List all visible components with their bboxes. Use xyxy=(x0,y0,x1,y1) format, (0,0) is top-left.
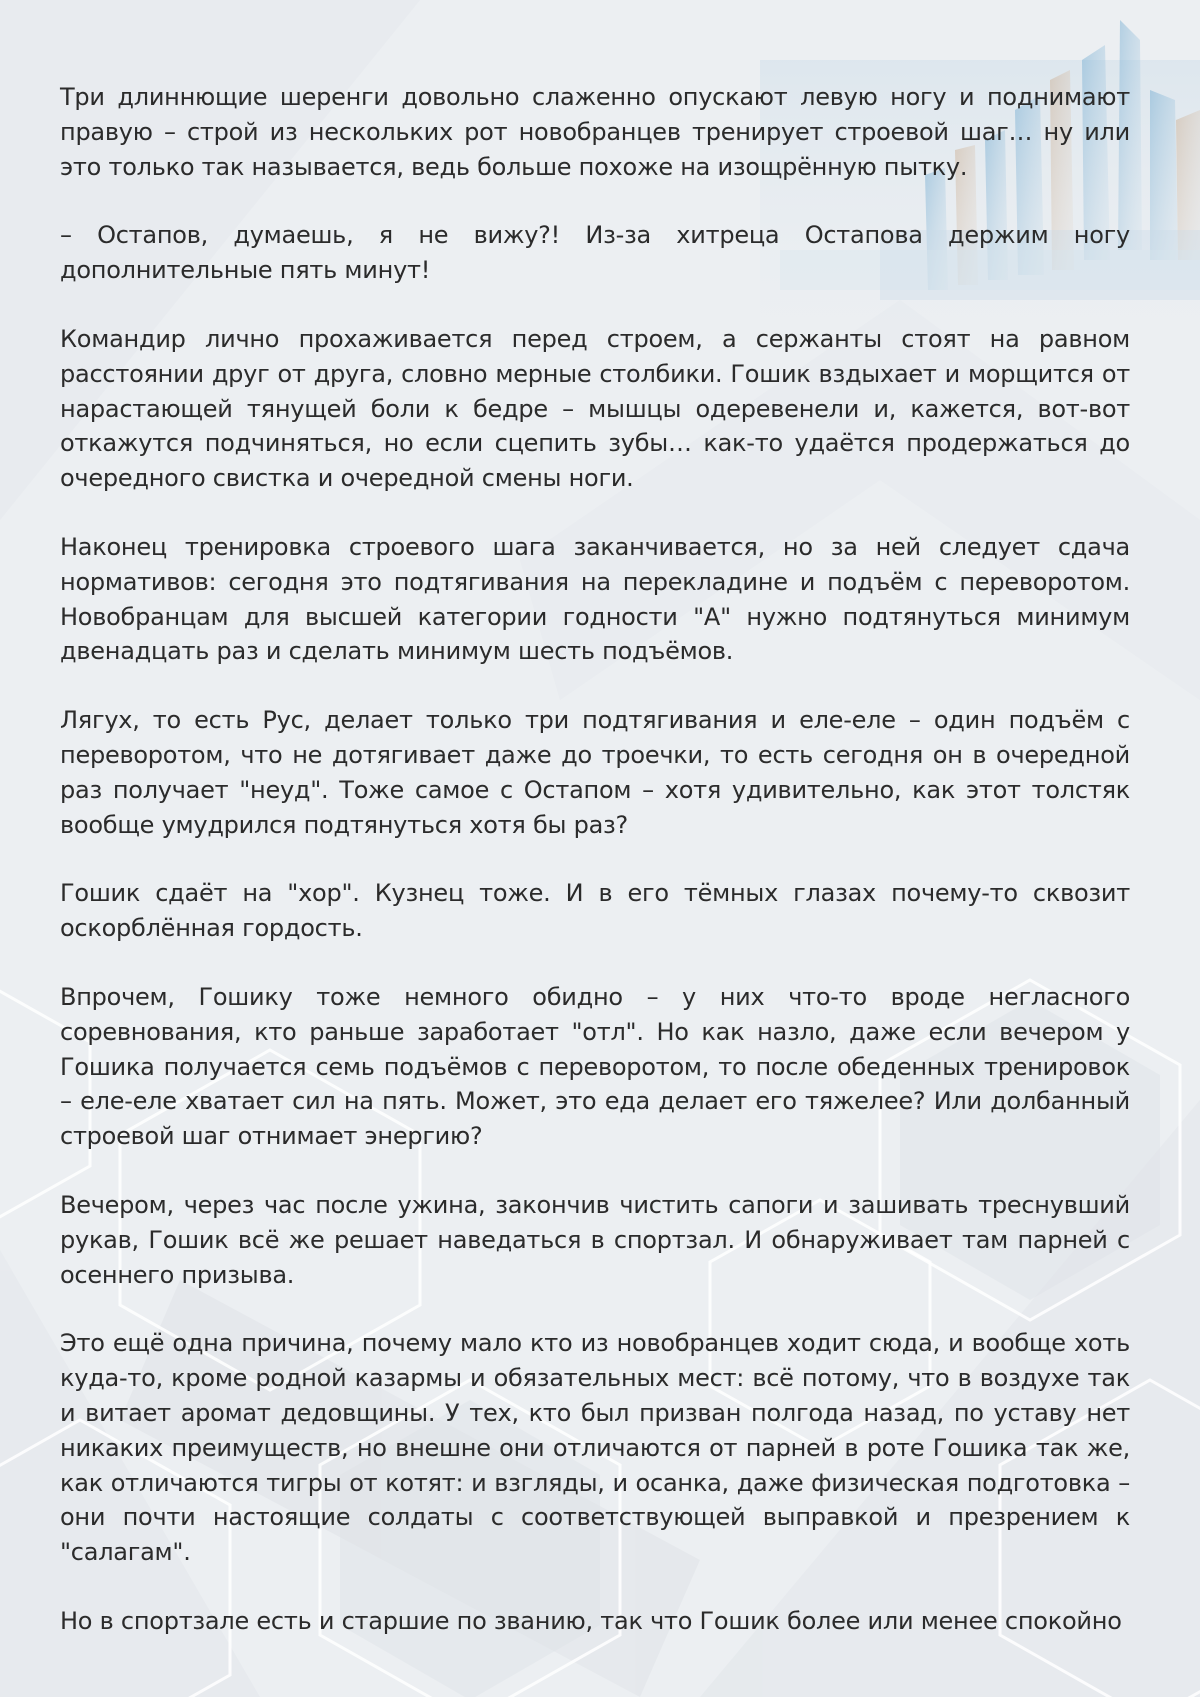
paragraph: – Остапов, думаешь, я не вижу?! Из-за хитреца Остапова держим ногу дополнительные пять минут! xyxy=(60,221,1130,285)
paragraph: Вечером, через час после ужина, закончив чистить сапоги и зашивать треснувший рукав, Гошик всё же решает наведаться в спортзал. И обнаруживает там парней с осеннего призыва. xyxy=(60,1190,1130,1289)
paragraph: Командир лично прохаживается перед строем, а сержанты стоят на равном расстоянии друг от друга, словно мерные столбики. Гошик вздыхает и морщится от нарастающей тянущей боли к бедре – мышцы одеревенели и, кажется, вот-вот откажутся подчиняться, но если сцепить зубы… как-то удаётся продержаться до очередного свистка и очередной смены ноги. xyxy=(60,324,1130,493)
paragraph: Лягух, то есть Рус, делает только три подтягивания и еле-еле – один подъём с переворотом, что не дотягивает даже до троечки, то есть сегодня он в очередной раз получает "неуд". Тоже самое с Остапом – хотя удивительно, как этот толстяк вообще умудрился подтянуться хотя бы раз? xyxy=(60,706,1130,839)
paragraph: Это ещё одна причина, почему мало кто из новобранцев ходит сюда, и вообще хоть куда-то, кроме родной казармы и обязательных мест: всё потому, что в воздухе так и витает аромат дедовщины. У тех, кто был призван полгода назад, по уставу нет никаких преимуществ, но внешне они отличаются от парней в роте Гошика так же, как отличаются тигры от котят: и взгляды, и осанка, даже физическая подготовка – они почти настоящие солдаты с соответствующей выправкой и презрением к "салагам". xyxy=(60,1329,1130,1567)
paragraph: Но в спортзале есть и старшие по званию, так что Гошик более или менее спокойно xyxy=(60,1606,1122,1635)
paragraph: Наконец тренировка строевого шага заканчивается, но за ней следует сдача нормативов: сегодня это подтягивания на перекладине и подъём с переворотом. Новобранцам для высшей категории годности "А" нужно подтянуться минимум двенадцать раз и сделать минимум шесть подъёмов. xyxy=(60,532,1130,666)
document-page xyxy=(60,80,1130,1673)
paragraph: Три длиннющие шеренги довольно слаженно опускают левую ногу и поднимают правую – строй из нескольких рот новобранцев тренирует строевой шаг… ну или это только так называется, ведь больше похоже на изощрённую пытку. xyxy=(60,83,1130,181)
paragraph: Гошик сдаёт на "хор". Кузнец тоже. И в его тёмных глазах почему-то сквозит оскорблённая гордость. xyxy=(60,879,1130,943)
paragraph: Впрочем, Гошику тоже немного обидно – у них что-то вроде негласного соревнования, кто раньше заработает "отл". Но как назло, даже если вечером у Гошика получается семь подъёмов с переворотом, то после обеденных тренировок – еле-еле хватает сил на пять. Может, это еда делает его тяжелее? Или долбанный строевой шаг отнимает энергию? xyxy=(60,982,1130,1151)
